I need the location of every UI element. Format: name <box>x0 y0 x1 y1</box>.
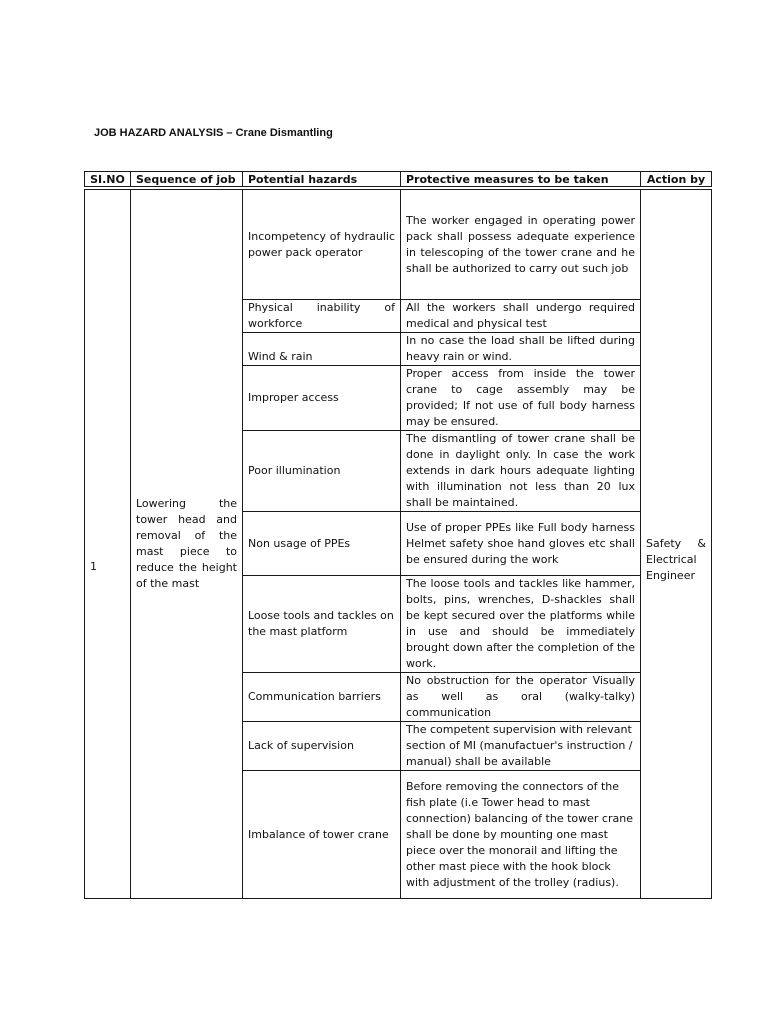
document-title: JOB HAZARD ANALYSIS – Crane Dismantling <box>94 127 333 139</box>
job-sequence-text: Lowering the tower head and removal of the mast piece to reduce the height of the mast <box>136 497 237 590</box>
measure-cell <box>401 722 641 771</box>
hazard-cell: Wind & rain <box>243 333 401 366</box>
hazard-cell: Poor illumination <box>243 431 401 512</box>
job-sequence-cell <box>131 190 243 899</box>
table-row <box>85 190 712 300</box>
table-header-row <box>85 172 712 187</box>
col-header-sequence: Sequence of job <box>131 172 243 187</box>
hazard-cell: Non usage of PPEs <box>243 512 401 576</box>
measure-text: The competent supervision with relevant section of MI (manufactuer's instruction / manual) shall be available <box>406 723 633 768</box>
hazard-cell <box>243 576 401 673</box>
action-by-cell: Safety & Electrical Engineer <box>641 190 712 899</box>
hazard-analysis-table <box>84 171 712 899</box>
col-header-sl-no: SI.NO <box>85 172 131 187</box>
measure-cell: The loose tools and tackles like hammer, bolts, pins, wrenches, D-shackles shall be kept secured over the platforms while in use and should be immediately brought down after the completion of the work. <box>401 576 641 673</box>
measure-cell: Use of proper PPEs like Full body harness Helmet safety shoe hand gloves etc shall be ensured during the work <box>401 512 641 576</box>
measure-cell: The worker engaged in operating power pack shall possess adequate experience in telescoping of the tower crane and he shall be authorized to carry out such job <box>401 190 641 300</box>
measure-cell: No obstruction for the operator Visually as well as oral (walky-talky) communication <box>401 673 641 722</box>
measure-cell: In no case the load shall be lifted during heavy rain or wind. <box>401 333 641 366</box>
hazard-cell: Lack of supervision <box>243 722 401 771</box>
hazard-cell: Improper access <box>243 366 401 431</box>
hazard-cell: Imbalance of tower crane <box>243 771 401 899</box>
col-header-hazards: Potential hazards <box>243 172 401 187</box>
col-header-measures: Protective measures to be taken <box>401 172 641 187</box>
measure-cell: The dismantling of tower crane shall be done in daylight only. In case the work extends in dark hours adequate lighting with illumination not less than 20 lux shall be maintained. <box>401 431 641 512</box>
hazard-text: Loose tools and tackles on the mast platform <box>248 609 394 638</box>
measure-cell: Proper access from inside the tower crane to cage assembly may be provided; If not use of full body harness may be ensured. <box>401 366 641 431</box>
hazard-cell: Physical inability of workforce <box>243 300 401 333</box>
hazard-cell: Incompetency of hydraulic power pack operator <box>243 190 401 300</box>
measure-cell: Before removing the connectors of the fish plate (i.e Tower head to mast connection) balancing of the tower crane shall be done by mounting one mast piece over the monorail and lifting the other mast piece with the hook block with adjustment of the trolley (radius). <box>401 771 641 899</box>
sl-no-cell: 1 <box>85 190 131 899</box>
measure-cell: All the workers shall undergo required medical and physical test <box>401 300 641 333</box>
col-header-action: Action by <box>641 172 712 187</box>
hazard-cell: Communication barriers <box>243 673 401 722</box>
